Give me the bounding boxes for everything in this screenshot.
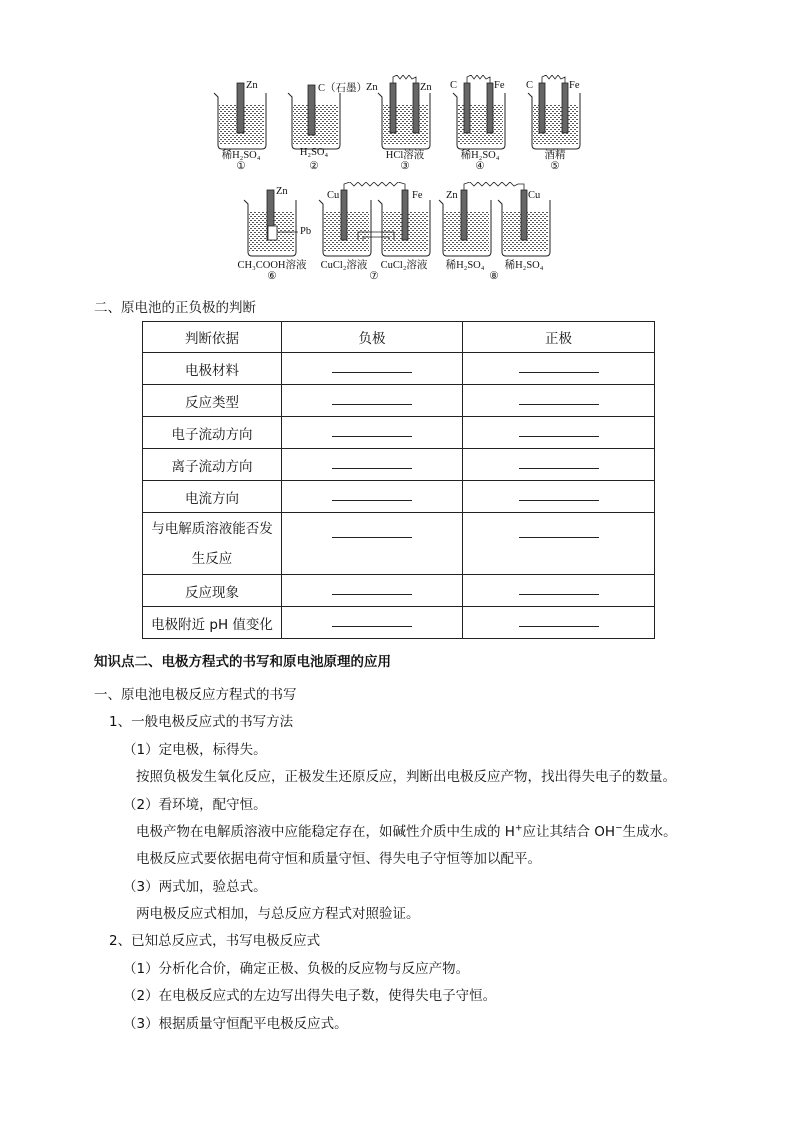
figure-caption-solution: 稀H₂SO₄	[460, 150, 500, 161]
step-text: 两电极反应式相加，与总反应方程式对照验证。	[136, 906, 420, 922]
superscript-plus: +	[514, 823, 523, 834]
electrode-label: Cu	[528, 190, 541, 201]
table-header-row	[143, 322, 655, 353]
table-row	[143, 575, 655, 607]
electrode-label: Fe	[412, 190, 423, 201]
table-row-label: 与电解质溶液能否发生反应	[143, 513, 282, 575]
table-row	[143, 353, 655, 385]
table-row	[143, 449, 655, 481]
figure-caption-solution: HCl溶液	[385, 150, 425, 161]
figure-caption-number: ①	[236, 161, 246, 172]
blank-negative[interactable]	[282, 607, 463, 639]
blank-positive[interactable]	[463, 607, 655, 639]
superscript-minus: −	[615, 823, 623, 834]
step-text-part: 电极产物在电解质溶液中应能稳定存在，如碱性介质中生成的 H	[136, 824, 515, 840]
blank-positive[interactable]	[463, 449, 655, 481]
figure-caption-solution: H₂SO₄	[299, 147, 329, 158]
blank-positive[interactable]	[463, 385, 655, 417]
figure-caption-solution: 稀H₂SO₄	[221, 150, 261, 161]
electrode-label: Zn	[246, 80, 258, 91]
step-heading: （1）定电极，标得失。	[123, 742, 267, 758]
table-row-label: 电子流动方向	[143, 417, 282, 449]
electrode-label: Cu	[327, 190, 340, 201]
electrode-label: Pb	[300, 226, 312, 237]
electrode-label: Fe	[494, 80, 505, 91]
figure-caption-solution: CuCl₂溶液	[380, 260, 428, 271]
figure-caption-number: ⑦	[369, 271, 379, 282]
table-header-cell: 正极	[463, 322, 655, 353]
electrode-label: Zn	[276, 186, 288, 197]
blank-positive[interactable]	[463, 353, 655, 385]
figure-caption-solution: 稀H₂SO₄	[445, 260, 485, 271]
figure-caption-number: ②	[309, 161, 319, 172]
electrode-label: Fe	[569, 80, 580, 91]
step-text-part: 生成水。	[622, 824, 677, 840]
blank-negative[interactable]	[282, 575, 463, 607]
section-heading: 一、原电池电极反应方程式的书写	[94, 687, 297, 703]
figure-caption-number: ⑥	[267, 271, 277, 282]
figure-caption-number: ③	[400, 161, 410, 172]
table-row	[143, 513, 655, 575]
electrode-label: C	[450, 80, 458, 91]
electrode-label: Zn	[366, 82, 378, 93]
blank-positive[interactable]	[463, 417, 655, 449]
step-heading: （2）在电极反应式的左边写出得失电子数，使得失电子守恒。	[123, 988, 497, 1004]
step-heading: （1）分析化合价，确定正极、负极的反应物与反应产物。	[123, 961, 470, 977]
figure-caption-number: ⑧	[489, 271, 499, 282]
table-header-cell: 负极	[282, 322, 463, 353]
table-row	[143, 481, 655, 513]
knowledge-point-title: 知识点二、电极方程式的书写和原电池原理的应用	[94, 654, 391, 670]
table-row-label: 反应现象	[143, 575, 282, 607]
beaker-6	[244, 190, 298, 256]
beaker-1	[214, 83, 266, 149]
step-text: 电极反应式要依据电荷守恒和质量守恒、得失电子守恒等加以配平。	[136, 851, 541, 867]
figure-caption-solution: CH₃COOH溶液	[237, 260, 307, 271]
table-row-label: 离子流动方向	[143, 449, 282, 481]
step-text-part: 应让其结合 OH	[522, 824, 616, 840]
step-heading: （3）根据质量守恒配平电极反应式。	[123, 1016, 348, 1032]
blank-positive[interactable]	[463, 513, 655, 575]
blank-negative[interactable]	[282, 449, 463, 481]
electrode-label: Zn	[420, 82, 432, 93]
table-row	[143, 417, 655, 449]
figure-caption-solution: CuCl₂溶液	[320, 260, 368, 271]
blank-negative[interactable]	[282, 385, 463, 417]
table-row-label: 反应类型	[143, 385, 282, 417]
step-text: 按照负极发生氧化反应，正极发生还原反应，判断出电极反应产物，找出得失电子的数量。	[136, 769, 676, 785]
step-heading: （2）看环境，配守恒。	[123, 797, 267, 813]
subsection-heading: 2、已知总反应式，书写电极反应式	[109, 933, 321, 949]
blank-negative[interactable]	[282, 417, 463, 449]
figure-caption-solution: 酒精	[544, 150, 566, 161]
figure-caption-number: ④	[475, 161, 485, 172]
table-row	[143, 385, 655, 417]
electrode-label: C（石墨）	[318, 83, 368, 94]
blank-negative[interactable]	[282, 481, 463, 513]
figure-caption-number: ⑤	[550, 161, 560, 172]
blank-negative[interactable]	[282, 353, 463, 385]
table-row-label: 电流方向	[143, 481, 282, 513]
electrode-label: C	[526, 80, 534, 91]
table-header-cell: 判断依据	[143, 322, 282, 353]
step-heading: （3）两式加，验总式。	[123, 879, 267, 895]
table-row-label: 电极附近 pH 值变化	[143, 607, 282, 639]
blank-positive[interactable]	[463, 481, 655, 513]
figure-caption-solution: 稀H₂SO₄	[504, 260, 544, 271]
electrode-label: Zn	[446, 190, 458, 201]
blank-negative[interactable]	[282, 513, 463, 575]
section-heading: 二、原电池的正负极的判断	[94, 300, 256, 316]
blank-positive[interactable]	[463, 575, 655, 607]
table-row	[143, 607, 655, 639]
electrode-judgment-table	[142, 321, 655, 639]
subsection-heading: 1、一般电极反应式的书写方法	[109, 714, 294, 730]
table-row-label: 电极材料	[143, 353, 282, 385]
step-text	[136, 820, 677, 840]
